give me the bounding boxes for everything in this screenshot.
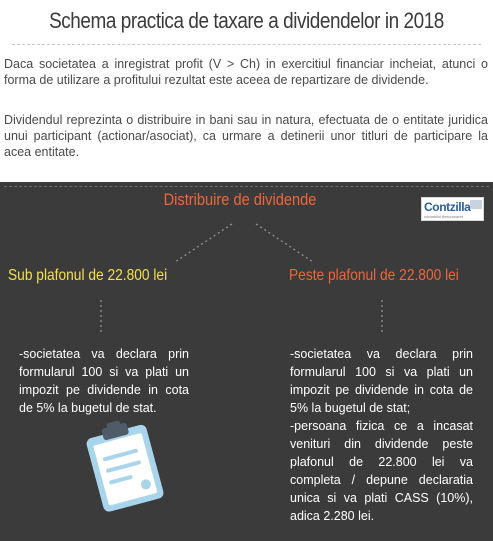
left-branch-text	[19, 345, 189, 417]
connector-to-right	[256, 224, 313, 262]
title-divider	[12, 44, 481, 45]
clipboard-icon	[74, 418, 178, 516]
page-title: Schema practica de taxare a dividendelor in 2018	[49, 8, 444, 33]
left-branch-item: -societatea va declara prin formularul 100 si va plati un impozit pe dividende in cota de 5% la bugetul de stat.	[19, 347, 189, 415]
left-branch-heading: Sub plafonul de 22.800 lei	[8, 267, 168, 284]
intro-paragraph-1: Daca societatea a inregistrat profit (V > Ch) in exercitiul financiar incheiat, atunci o forma de utilizare a profitului rezultat este aceea de repartizare de dividende.	[4, 57, 488, 87]
diagram-root-label: Distribuire de dividende	[163, 190, 317, 209]
dividend-diagram-panel	[0, 182, 493, 541]
connector-to-left	[175, 224, 232, 262]
right-branch-text	[290, 345, 473, 525]
right-branch-item: -persoana fizica ce a incasat venituri din dividende peste plafonul de 22.800 lei va completa / depune declaratia unica si va plati CASS (10%), adica 2.280 lei.	[290, 419, 473, 523]
logo-tagline: contabilul descurcaret	[424, 214, 463, 219]
right-branch-heading: Peste plafonul de 22.800 lei	[289, 267, 459, 284]
intro-paragraph-2: Dividendul reprezinta o distribuire in bani sau in natura, efectuata de o entitate juridica unui participant (actionar/asociat), ca urmare a detinerii unor titluri de participare la acea entitate.	[4, 113, 488, 159]
right-branch-item: -societatea va declara prin formularul 100 si va plati un impozit pe dividende in cota de 5% la bugetul de stat;	[290, 347, 473, 415]
logo-name: Contzilla	[424, 200, 471, 214]
